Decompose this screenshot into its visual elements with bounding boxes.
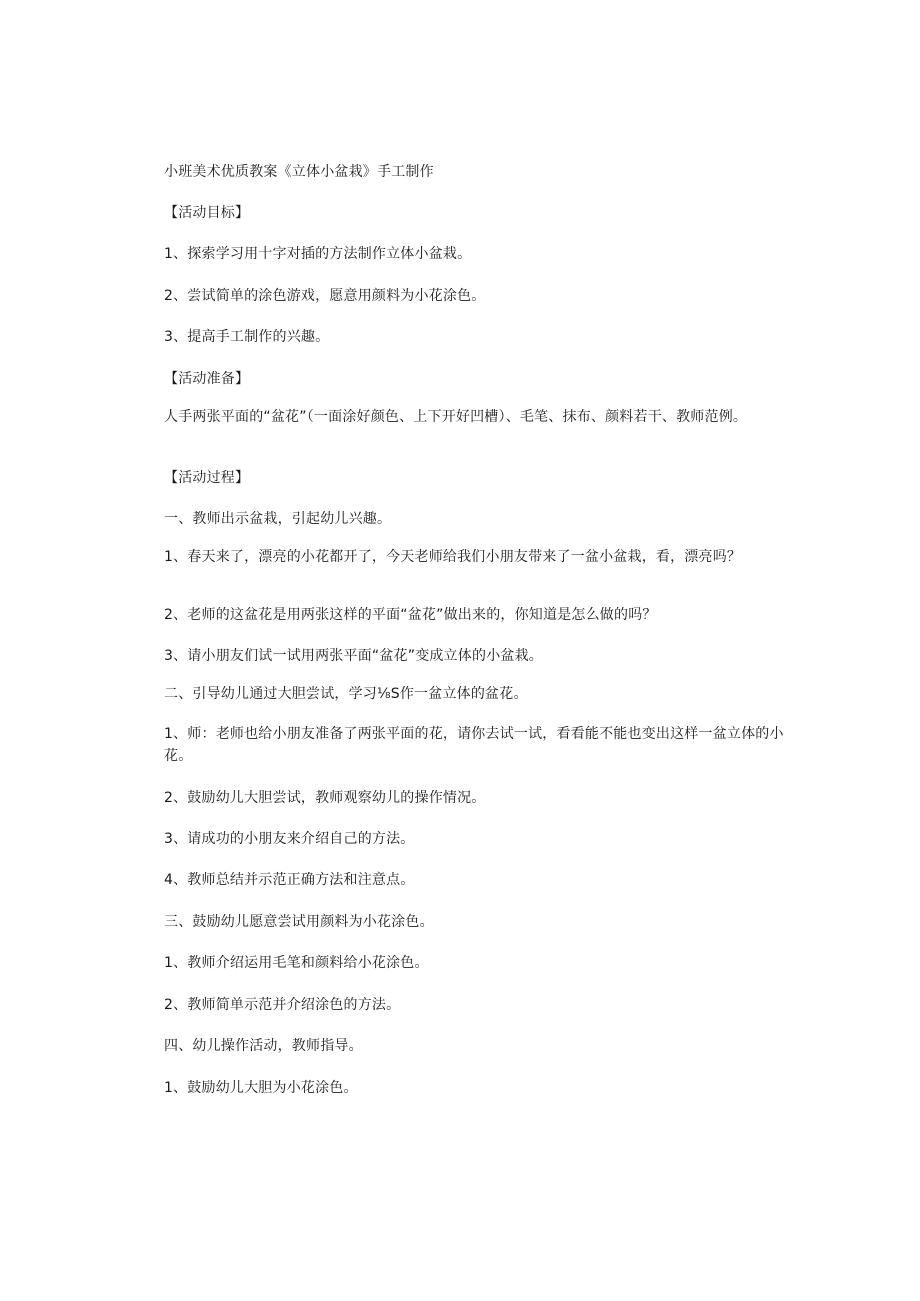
step1-item: 2、老师的这盆花是用两张这样的平面“盆花”做出来的，你知道是怎么做的吗？ [164,607,657,623]
document-title: 小班美术优质教案《立体小盆栽》手工制作 [164,164,434,180]
step1-title: 一、教师出示盆栽，引起幼儿兴趣。 [164,511,392,527]
step1-item: 1、春天来了，漂亮的小花都开了，今天老师给我们小朋友带来了一盆小盆栽，看，漂亮吗？ [164,549,742,565]
step3-title: 三、鼓励幼儿愿意尝试用颜料为小花涂色。 [164,914,434,930]
goal-item: 1、探索学习用十字对插的方法制作立体小盆栽。 [164,246,472,262]
goal-item: 3、提高手工制作的兴趣。 [164,329,330,345]
process-heading: 【活动过程】 [164,470,250,486]
goals-heading: 【活动目标】 [164,205,250,221]
prep-heading: 【活动准备】 [164,371,250,387]
step2-title: 二、引导幼儿通过大胆尝试，学习⅛S作一盆立体的盆花。 [164,686,528,702]
goal-item: 2、尝试简单的涂色游戏，愿意用颜料为小花涂色。 [164,288,486,304]
step1-item: 3、请小朋友们试一试用两张平面“盆花”变成立体的小盆栽。 [164,648,544,664]
step4-item: 1、鼓励幼儿大胆为小花涂色。 [164,1080,358,1096]
step4-title: 四、幼儿操作活动，教师指导。 [164,1038,363,1054]
step2-item: 2、鼓励幼儿大胆尝试，教师观察幼儿的操作情况。 [164,790,486,806]
step2-item: 1、师：老师也给小朋友准备了两张平面的花，请你去试一试，看看能不能也变出这样一盆立体的小花。 [164,726,784,764]
step3-item: 2、教师简单示范并介绍涂色的方法。 [164,997,401,1013]
step3-item: 1、教师介绍运用毛笔和颜料给小花涂色。 [164,955,429,971]
step2-item: 4、教师总结并示范正确方法和注意点。 [164,872,415,888]
prep-text: 人手两张平面的“盆花”（一面涂好颜色、上下开好凹槽）、毛笔、抹布、颜料若干、教师范例。 [164,409,748,425]
step2-item: 3、请成功的小朋友来介绍自己的方法。 [164,831,415,847]
